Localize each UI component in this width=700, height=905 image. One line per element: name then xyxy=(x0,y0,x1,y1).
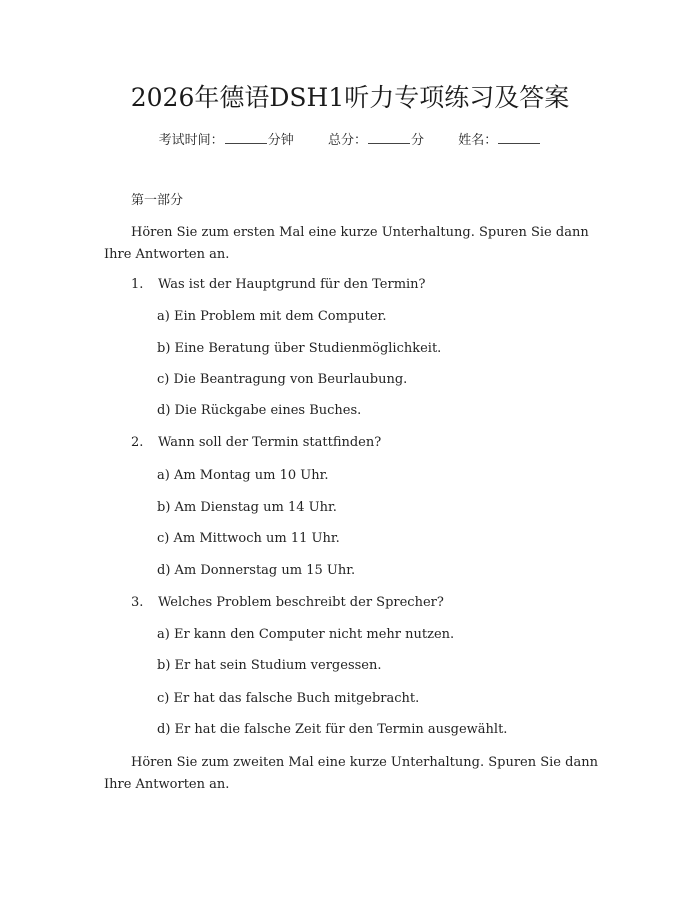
score-label: 总分： xyxy=(327,133,367,148)
question-number: 3. xyxy=(131,595,144,610)
question-3 xyxy=(131,593,444,613)
question-1 xyxy=(131,275,426,295)
time-blank xyxy=(225,131,267,144)
question-number: 1. xyxy=(131,277,144,292)
time-label: 考试时间： xyxy=(158,133,224,148)
option-3a: a) Er kann den Computer nicht mehr nutzen. xyxy=(157,627,455,642)
name-label: 姓名： xyxy=(458,133,498,148)
option-1d: d) Die Rückgabe eines Buches. xyxy=(157,403,362,418)
instruction-line: Ihre Antworten an. xyxy=(104,777,230,792)
document-title: 2026年德语DSH1听力专项练习及答案 xyxy=(130,83,570,112)
time-unit: 分钟 xyxy=(267,133,294,148)
option-1a: a) Ein Problem mit dem Computer. xyxy=(157,309,387,324)
option-2c: c) Am Mittwoch um 11 Uhr. xyxy=(157,531,340,546)
option-2d: d) Am Donnerstag um 15 Uhr. xyxy=(157,563,356,578)
score-blank xyxy=(368,131,410,144)
instruction-line: Hören Sie zum zweiten Mal eine kurze Unterhaltung. Spuren Sie dann xyxy=(131,755,598,770)
instruction-line: Hören Sie zum ersten Mal eine kurze Unterhaltung. Spuren Sie dann xyxy=(131,225,589,240)
option-3c: c) Er hat das falsche Buch mitgebracht. xyxy=(157,691,420,706)
option-1c: c) Die Beantragung von Beurlaubung. xyxy=(157,372,408,387)
option-2b: b) Am Dienstag um 14 Uhr. xyxy=(157,500,337,515)
section-instructions xyxy=(104,222,594,266)
section-title: 第一部分 xyxy=(131,193,184,208)
question-2 xyxy=(131,433,381,453)
question-number: 2. xyxy=(131,435,144,450)
question-text: Welches Problem beschreibt der Sprecher? xyxy=(158,595,444,610)
question-text: Wann soll der Termin stattfinden? xyxy=(158,435,382,450)
option-2a: a) Am Montag um 10 Uhr. xyxy=(157,468,329,483)
second-listening-instructions xyxy=(104,752,598,796)
question-text: Was ist der Hauptgrund für den Termin? xyxy=(158,277,426,292)
option-3d: d) Er hat die falsche Zeit für den Termin ausgewählt. xyxy=(157,722,508,737)
score-unit: 分 xyxy=(411,133,425,148)
exam-info-line xyxy=(0,131,700,151)
instruction-line: Ihre Antworten an. xyxy=(104,247,230,262)
option-1b: b) Eine Beratung über Studienmöglichkeit. xyxy=(157,341,442,356)
option-3b: b) Er hat sein Studium vergessen. xyxy=(157,658,382,673)
name-blank xyxy=(498,131,540,144)
